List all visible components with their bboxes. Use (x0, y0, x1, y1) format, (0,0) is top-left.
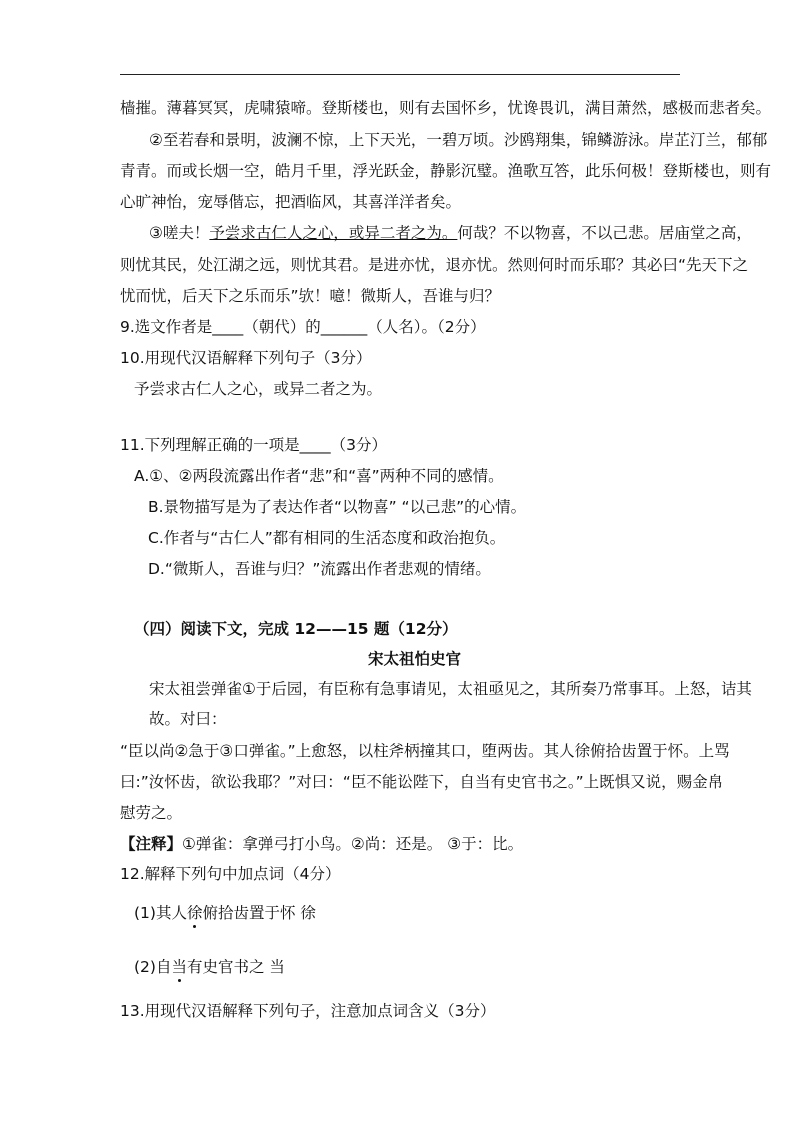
question-11: 11.下列理解正确的一项是____（3分） (120, 436, 388, 454)
passage-line: 慰劳之。 (120, 804, 183, 822)
text-segment: ③嗟夫！ (149, 224, 210, 242)
question-12-item-1 (134, 902, 316, 924)
text-segment: (2)自 (134, 958, 172, 976)
passage-line: 曰:”汝怀齿，欲讼我耶？”对曰：“臣不能讼陛下，自当有史官书之。”上既惧又说，赐金帛 (120, 773, 724, 791)
question-13: 13.用现代汉语解释下列句子，注意加点词含义（3分） (120, 1002, 496, 1020)
section-4-heading: （四）阅读下文，完成 12——15 题（12分） (134, 620, 458, 638)
option-b: B.景物描写是为了表达作者“以物喜” “以己悲”的心情。 (148, 498, 527, 516)
notes-text: ①弹雀：拿弹弓打小鸟。②尚：还是。 ③于：比。 (182, 835, 524, 853)
passage-line: 则忧其民，处江湖之远，则忧其君。是进亦忧，退亦忧。然则何时而乐耶？其必曰“先天下之 (120, 256, 749, 274)
text-segment: 何哉？不以物喜，不以己悲。居庙堂之高， (457, 224, 752, 242)
question-10: 10.用现代汉语解释下列句子（3分） (120, 349, 372, 367)
notes-label: 【注释】 (120, 835, 183, 853)
passage-line: 樯摧。薄暮冥冥，虎啸猿啼。登斯楼也，则有去国怀乡，忧谗畏讥，满目萧然，感极而悲者矣。 (120, 99, 772, 117)
dotted-word: 当 (171, 958, 187, 976)
option-a: A.①、②两段流露出作者“悲”和“喜”两种不同的感情。 (134, 467, 504, 485)
question-12-item-2 (134, 956, 285, 978)
option-c: C.作者与“古仁人”都有相同的生活态度和政治抱负。 (148, 529, 506, 547)
notes (120, 833, 523, 855)
passage-line (149, 222, 752, 244)
text-segment: 俯拾齿置于怀 徐 (202, 904, 316, 922)
passage-title: 宋太祖怕史官 (368, 650, 462, 668)
text-segment: 有史官书之 当 (186, 958, 285, 976)
top-rule (120, 74, 680, 75)
text-segment: (1)其人 (134, 904, 187, 922)
question-12: 12.解释下列句中加点词（4分） (120, 865, 341, 883)
passage-line: 故。对曰： (149, 710, 227, 728)
passage-line: 忧而忧，后天下之乐而乐”欤！噫！微斯人，吾谁与归？ (120, 287, 501, 305)
option-d: D.“微斯人，吾谁与归？”流露出作者悲观的情绪。 (148, 560, 491, 578)
question-9: 9.选文作者是____（朝代）的______（人名）。（2分） (120, 318, 486, 336)
passage-line: 青青。而或长烟一空，皓月千里，浮光跃金，静影沉璧。渔歌互答，此乐何极！登斯楼也，则有 (120, 162, 772, 180)
dotted-word: 徐 (186, 904, 203, 922)
passage-line: ②至若春和景明，波澜不惊，上下天光，一碧万顷。沙鸥翔集，锦鳞游泳。岸芷汀兰，郁郁 (149, 131, 768, 149)
passage-line: “臣以尚②急于③口弹雀。”上愈怒，以柱斧柄撞其口，堕两齿。其人徐俯拾齿置于怀。上骂 (120, 742, 730, 760)
question-10-sentence: 予尝求古仁人之心，或异二者之为。 (134, 380, 383, 398)
passage-line: 心旷神怡，宠辱偕忘，把酒临风，其喜洋洋者矣。 (120, 193, 462, 211)
passage-line: 宋太祖尝弹雀①于后园，有臣称有急事请见，太祖亟见之，其所奏乃常事耳。上怒，诘其 (149, 680, 752, 698)
underlined-sentence: 予尝求古仁人之心，或异二者之为。 (209, 224, 458, 242)
